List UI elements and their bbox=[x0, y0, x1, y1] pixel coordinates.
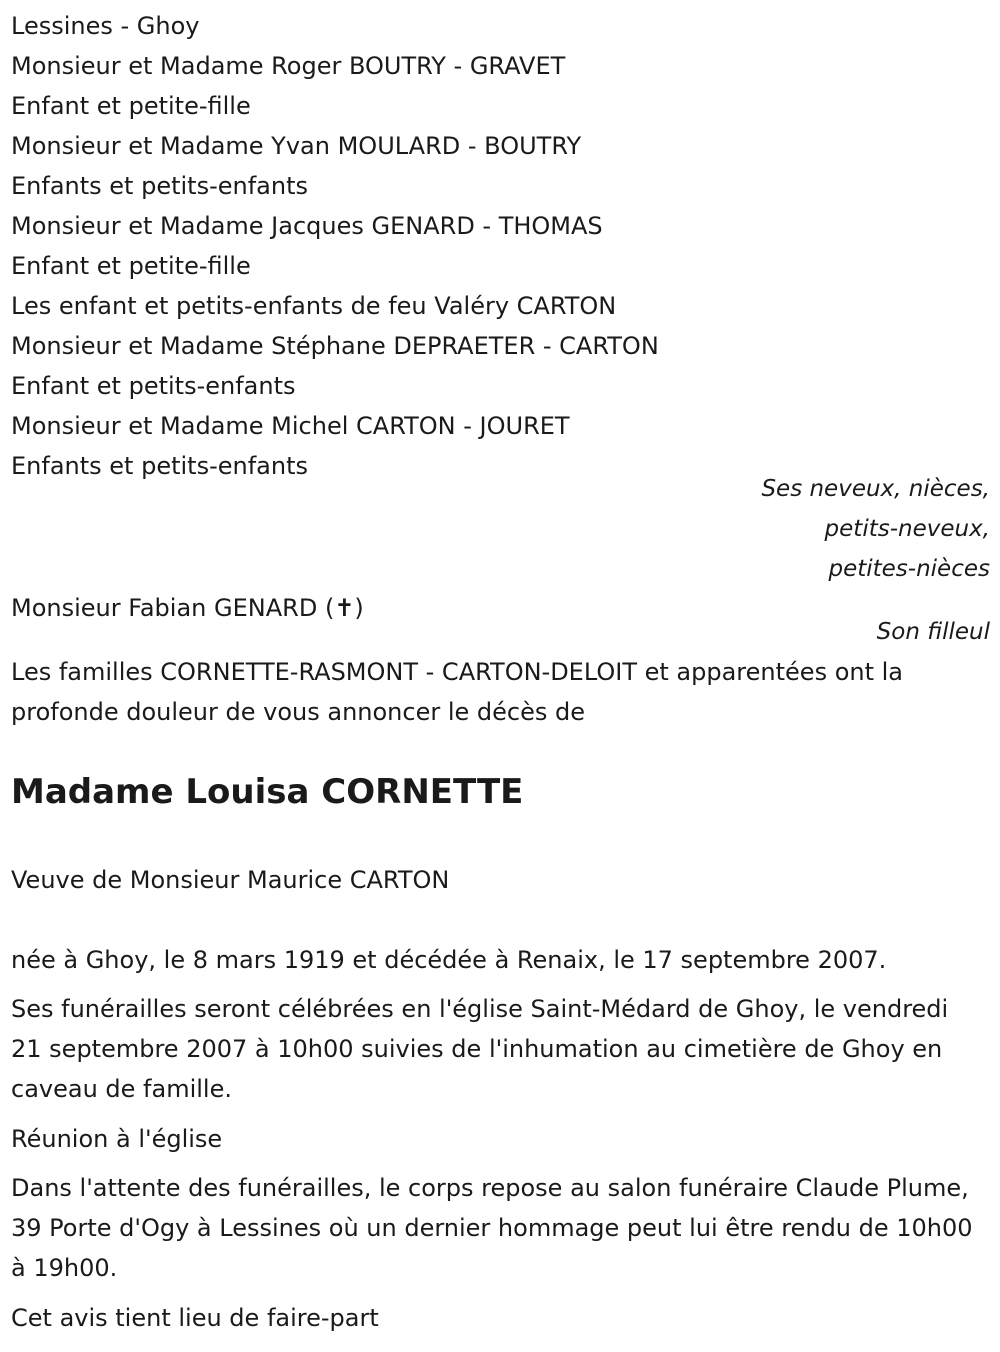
nephews-line: Ses neveux, nièces, bbox=[761, 476, 990, 502]
godson-role-label: Son filleul bbox=[876, 619, 990, 645]
family-line: Enfant et petite-fille bbox=[11, 92, 251, 120]
family-line: Les enfant et petits-enfants de feu Valéry CARTON bbox=[11, 292, 617, 320]
cross-icon: ✝ bbox=[334, 594, 355, 622]
announcement-intro: Les familles CORNETTE-RASMONT - CARTON-DELOIT et apparentées ont la profonde douleur de vous annoncer le décès de bbox=[11, 658, 904, 726]
widow-of-line: Veuve de Monsieur Maurice CARTON bbox=[11, 866, 450, 894]
family-line: Monsieur et Madame Stéphane DEPRAETER - CARTON bbox=[11, 332, 659, 360]
godson-line bbox=[11, 588, 364, 628]
family-line: Monsieur et Madame Jacques GENARD - THOMAS bbox=[11, 212, 603, 240]
family-line: Monsieur et Madame Roger BOUTRY - GRAVET bbox=[11, 52, 566, 80]
godson-name: Monsieur Fabian GENARD bbox=[11, 594, 318, 622]
nephews-line: petites-nièces bbox=[828, 556, 990, 582]
wake-paragraph: Dans l'attente des funérailles, le corps repose au salon funéraire Claude Plume, 39 Porte d'Ogy à Lessines où un dernier hommage peut lui être rendu de 10h00 à 19h00. bbox=[11, 1174, 973, 1282]
funeral-paragraph: Ses funérailles seront célébrées en l'église Saint-Médard de Ghoy, le vendredi 21 septembre 2007 à 10h00 suivies de l'inhumation au cimetière de Ghoy en caveau de famille. bbox=[11, 995, 949, 1103]
family-line: Enfants et petits-enfants bbox=[11, 172, 308, 200]
notice-line: Cet avis tient lieu de faire-part bbox=[11, 1304, 379, 1332]
family-line-location: Lessines - Ghoy bbox=[11, 12, 200, 40]
nephews-line: petits-neveux, bbox=[824, 516, 990, 542]
family-line: Enfants et petits-enfants bbox=[11, 452, 308, 480]
godson-paren-close: ) bbox=[354, 594, 364, 622]
meeting-line: Réunion à l'église bbox=[11, 1125, 223, 1153]
nephews-nieces-block bbox=[761, 469, 990, 589]
godson-paren-open: ( bbox=[324, 594, 335, 622]
birth-death-line: née à Ghoy, le 8 mars 1919 et décédée à Renaix, le 17 septembre 2007. bbox=[11, 946, 887, 974]
family-list bbox=[11, 6, 991, 486]
family-line: Enfant et petits-enfants bbox=[11, 372, 296, 400]
deceased-name-heading: Madame Louisa CORNETTE bbox=[11, 772, 524, 812]
godson-role bbox=[877, 612, 990, 652]
family-line: Enfant et petite-fille bbox=[11, 252, 251, 280]
family-line: Monsieur et Madame Yvan MOULARD - BOUTRY bbox=[11, 132, 582, 160]
family-line: Monsieur et Madame Michel CARTON - JOURET bbox=[11, 412, 570, 440]
